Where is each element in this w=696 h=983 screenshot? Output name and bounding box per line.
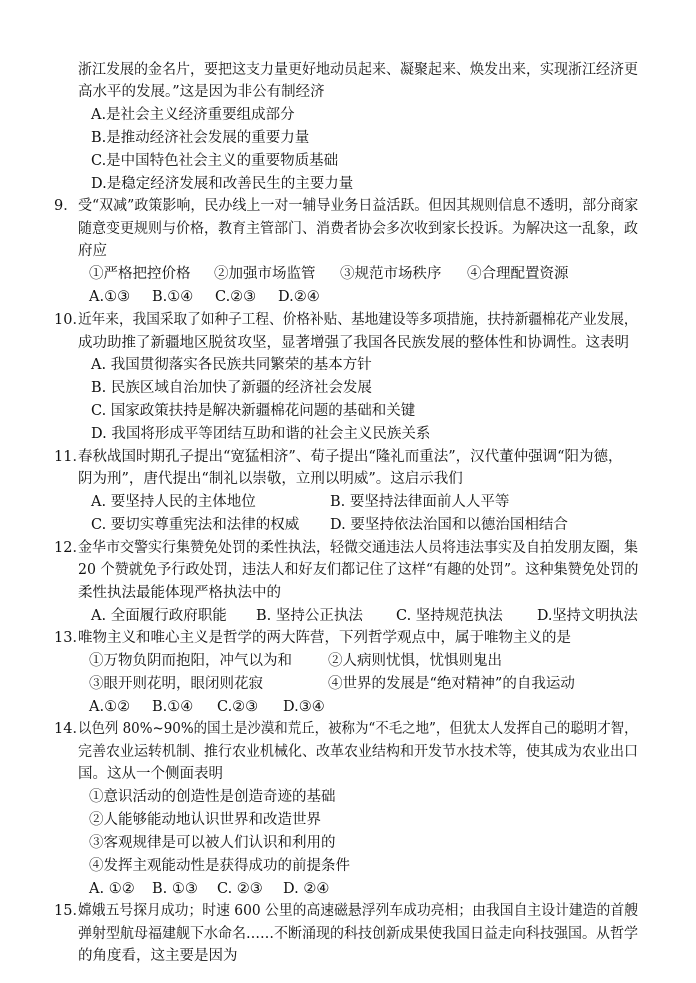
q15-stem-line-1: 嫦娥五号探月成功；时速 600 公里的高速磁悬浮列车成功亮相；由我国自主设计建造的首艘	[78, 903, 638, 919]
q11-option-d: D. 要坚持依法治国和以德治国相结合	[330, 517, 568, 533]
q10-option-a: A. 我国贯彻落实各民族共同繁荣的基本方针	[91, 357, 372, 373]
q11-stem-line-2: 阴为刑”，唐代提出“制礼以崇敬，立刑以明威”。这启示我们	[78, 471, 463, 487]
q14-choice-a: A. ①②	[89, 881, 135, 897]
q9-stem-line-2: 随意变更规则与价格，教育主管部门、消费者协会多次收到家长投诉。为解决这一乱象，政	[78, 221, 638, 237]
q9-choice-d: D.②④	[278, 289, 320, 305]
q12-option-a: A. 全面履行政府职能	[91, 608, 227, 624]
q13-choice-a: A.①②	[89, 699, 131, 715]
q8-stem-line-1: 浙江发展的金名片，要把这支力量更好地动员起来、凝聚起来、焕发出来，实现浙江经济更	[78, 62, 638, 78]
q11-number: 11．	[54, 449, 87, 465]
q12-option-b: B. 坚持公正执法	[256, 608, 363, 624]
q13-stem-line-1: 唯物主义和唯心主义是哲学的两大阵营，下列哲学观点中，属于唯物主义的是	[78, 630, 571, 646]
q14-choice-d: D. ②④	[283, 881, 330, 897]
q9-item-3: ③规范市场秩序	[340, 266, 442, 282]
q15-stem-line-3: 的角度看，这主要是因为	[78, 948, 238, 964]
q8-option-b: B.是推动经济社会发展的重要力量	[91, 130, 310, 146]
q10-option-b: B. 民族区域自治加快了新疆的经济社会发展	[91, 380, 372, 396]
q9-choice-c: C.②③	[215, 289, 257, 305]
q9-stem-line-3: 府应	[78, 243, 107, 259]
q15-stem-line-2: 弹射型航母福建舰下水命名……不断涌现的科技创新成果使我国日益走向科技强国。从哲学	[78, 926, 638, 942]
q9-choice-b: B.①④	[152, 289, 194, 305]
q8-stem-line-2: 高水平的发展。”这是因为非公有制经济	[78, 84, 325, 100]
q10-number: 10．	[54, 312, 87, 328]
q14-item-3: ③客观规律是可以被人们认识和利用的	[89, 835, 336, 851]
q14-choice-b: B. ①③	[152, 881, 198, 897]
q14-stem-line-3: 国。这从一个侧面表明	[78, 766, 223, 782]
q9-item-1: ①严格把控价格	[89, 266, 191, 282]
q15-number: 15．	[54, 903, 87, 919]
q14-item-2: ②人能够能动地认识世界和改造世界	[89, 812, 321, 828]
q14-stem-line-2: 完善农业运转机制、推行农业机械化、改革农业结构和开发节水技术等，使其成为农业出口	[78, 744, 638, 760]
q9-item-2: ②加强市场监管	[214, 266, 316, 282]
q13-choice-b: B.①④	[152, 699, 194, 715]
q10-stem-line-1: 近年来，我国采取了如种子工程、价格补贴、基地建设等多项措施，扶持新疆棉花产业发展，	[78, 312, 638, 328]
q12-stem-line-1: 金华市交警实行集赞免处罚的柔性执法，轻微交通违法人员将违法事实及自拍发朋友圈，集	[78, 540, 638, 556]
q8-option-c: C.是中国特色社会主义的重要物质基础	[91, 153, 339, 169]
q14-number: 14．	[54, 721, 87, 737]
q8-option-d: D.是稳定经济发展和改善民生的主要力量	[91, 176, 354, 192]
q11-option-a: A. 要坚持人民的主体地位	[91, 494, 256, 510]
q12-number: 12．	[54, 540, 87, 556]
q13-item-3: ③眼开则花明，眼闭则花寂	[89, 676, 263, 692]
q14-stem-line-1: 以色列 80%~90%的国土是沙漠和荒丘，被称为“不毛之地”，但犹太人发挥自己的聪明才智，	[78, 721, 638, 737]
q11-option-c: C. 要切实尊重宪法和法律的权威	[91, 517, 300, 533]
q13-choice-c: C.②③	[217, 699, 259, 715]
q12-option-c: C. 坚持规范执法	[396, 608, 503, 624]
q13-number: 13．	[54, 630, 87, 646]
q11-option-b: B. 要坚持法律面前人人平等	[330, 494, 510, 510]
q11-stem-line-1: 春秋战国时期孔子提出“宽猛相济”、荀子提出“隆礼而重法”，汉代董仲强调“阳为德，	[78, 449, 623, 465]
q9-choice-a: A.①③	[89, 289, 131, 305]
q12-option-d: D.坚持文明执法	[537, 608, 638, 624]
q9-stem-line-1: 受“双减”政策影响，民办线上一对一辅导业务日益活跃。但因其规则信息不透明，部分商家	[78, 198, 639, 214]
q10-stem-line-2: 成功助推了新疆地区脱贫攻坚，显著增强了我国各民族发展的整体性和协调性。这表明	[78, 335, 629, 351]
q14-item-1: ①意识活动的创造性是创造奇迹的基础	[89, 789, 336, 805]
q14-choice-c: C. ②③	[217, 881, 263, 897]
q8-option-a: A.是社会主义经济重要组成部分	[91, 107, 295, 123]
q9-number: 9．	[54, 198, 78, 214]
q10-option-c: C. 国家政策扶持是解决新疆棉花问题的基础和关键	[91, 403, 416, 419]
q12-stem-line-3: 柔性执法最能体现严格执法中的	[78, 585, 281, 601]
q13-item-1: ①万物负阴而抱阳，冲气以为和	[89, 653, 292, 669]
q13-choice-d: D.③④	[283, 699, 325, 715]
q12-stem-line-2: 20 个赞就免予行政处罚，违法人和好友们都记住了这样“有趣的处罚”。这种集赞免处罚的	[78, 562, 639, 578]
q10-option-d: D. 我国将形成平等团结互助和谐的社会主义民族关系	[91, 426, 431, 442]
q9-item-4: ④合理配置资源	[467, 266, 569, 282]
q13-item-4: ④世界的发展是“绝对精神”的自我运动	[328, 676, 575, 692]
q13-item-2: ②人病则忧惧，忧惧则鬼出	[328, 653, 502, 669]
q14-item-4: ④发挥主观能动性是获得成功的前提条件	[89, 858, 350, 874]
